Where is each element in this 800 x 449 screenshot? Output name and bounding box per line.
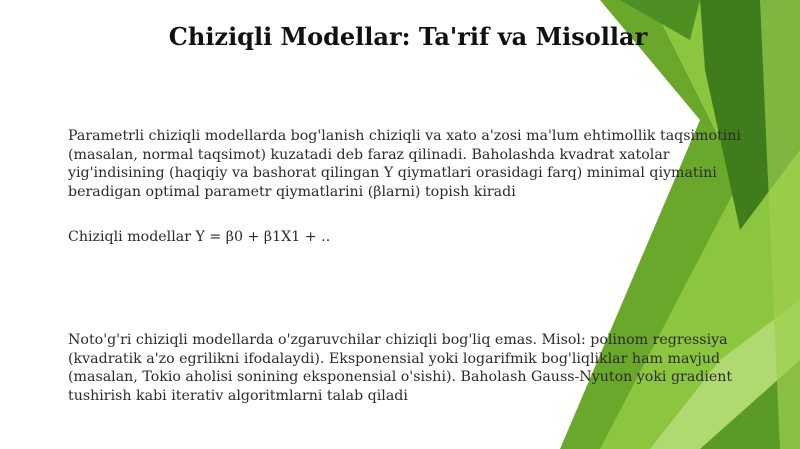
- formula-line: Chiziqli modellar Y = β0 + β1X1 + ..: [68, 229, 331, 245]
- paragraph3-line: Noto'g'ri chiziqli modellarda o'zgaruvchilar chiziqli bog'liq emas. Misol: polinom regressiya: [68, 332, 728, 348]
- paragraph1-line: Parametrli chiziqli modellarda bog'lanish chiziqli va xato a'zosi ma'lum ehtimollik taqsimotini: [68, 128, 741, 144]
- paragraph1-line: (masalan, normal taqsimot) kuzatadi deb faraz qilinadi. Baholashda kvadrat xatolar: [68, 146, 670, 163]
- paragraph-linear-formula: [68, 228, 768, 247]
- paragraph3-line: (kvadratik a'zo egrilikni ifodalaydi). Eksponensial yoki logarifmik bog'liqliklar ham mavjud: [68, 350, 721, 367]
- paragraph-parametric-models: [68, 127, 768, 201]
- paragraph3-line: tushirish kabi iterativ algoritmlarni talab qiladi: [68, 387, 408, 404]
- paragraph1-line: beradigan optimal parametr qiymatlarini (βlarni) topish kiradi: [68, 183, 516, 200]
- paragraph-nonlinear-models: [68, 331, 768, 405]
- paragraph1-line: yig'indisining (haqiqiy va bashorat qilingan Y qiymatlari orasidagi farq) minimal qiymatini: [68, 165, 717, 181]
- paragraph3-line: (masalan, Tokio aholisi sonining eksponensial o'sishi). Baholash Gauss-Nyuton yoki gradient: [68, 369, 733, 385]
- slide-title: Chiziqli Modellar: Ta'rif va Misollar: [168, 22, 648, 51]
